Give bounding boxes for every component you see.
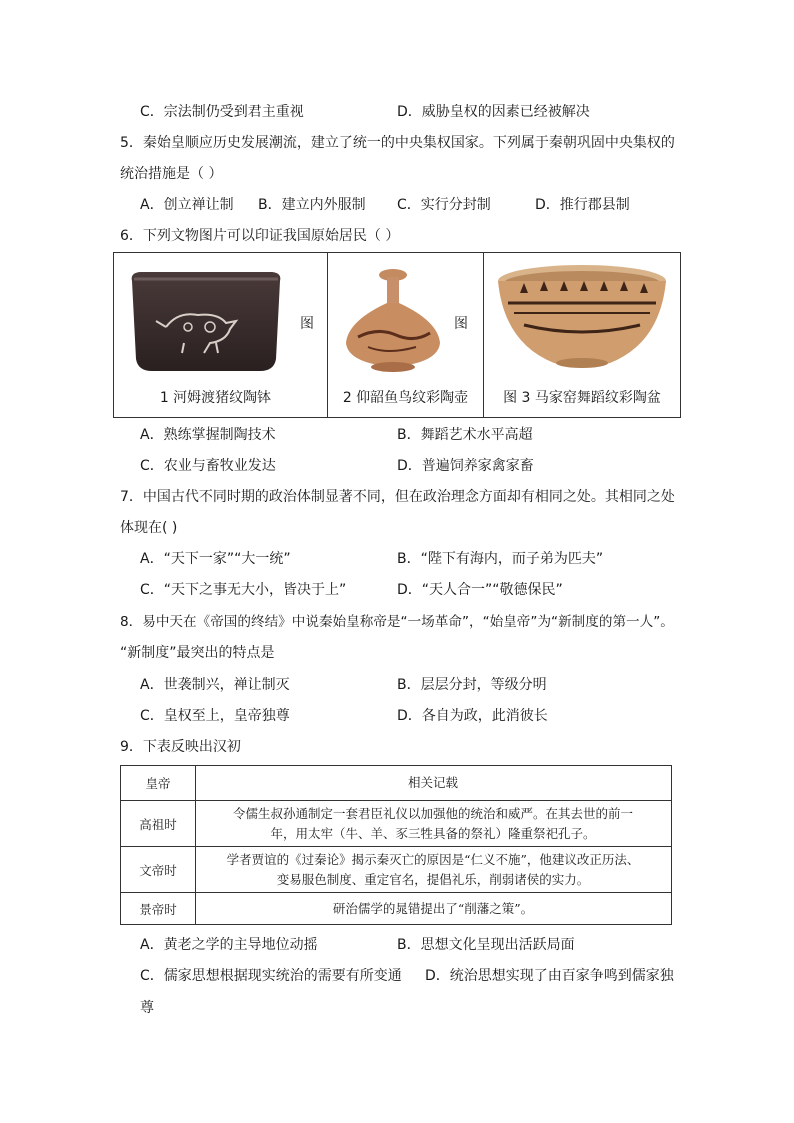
q9-option-d-line1: D．统治思想实现了由百家争鸣到儒家独 xyxy=(425,968,674,984)
table-cell-record xyxy=(195,801,671,846)
q4-option-d: D．威胁皇权的因素已经被解决 xyxy=(397,104,590,120)
q5-option-c: C．实行分封制 xyxy=(397,197,491,213)
q5-option-a: A．创立禅让制 xyxy=(140,197,234,213)
q8-option-d: D．各自为政，此消彼长 xyxy=(397,708,548,724)
q7-option-a: A．“天下一家”“大一统” xyxy=(140,551,291,567)
q6-option-c: C．农业与畜牧业发达 xyxy=(140,458,276,474)
table-cell-record xyxy=(195,847,671,892)
table-row xyxy=(121,801,671,847)
q9-option-c: C．儒家思想根据现实统治的需要有所变通 xyxy=(140,968,402,984)
artifact-cell-3 xyxy=(484,253,680,417)
table-cell-emperor: 高祖时 xyxy=(121,801,196,846)
table-row xyxy=(121,893,671,924)
q6-option-b: B．舞蹈艺术水平高超 xyxy=(397,427,533,443)
table-header-row xyxy=(121,766,671,801)
q7-stem-line1: 7．中国古代不同时期的政治体制显著不同，但在政治理念方面却有相同之处。其相同之处 xyxy=(120,489,675,505)
q6-option-a: A．熟练掌握制陶技术 xyxy=(140,427,276,443)
q7-option-c: C．“天下之事无大小，皆决于上” xyxy=(140,582,347,598)
artifact-cell-2 xyxy=(328,253,484,417)
record-line: 变易服色制度、重定官名，提倡礼乐，削弱诸侯的实力。 xyxy=(276,871,590,887)
figure-label-1: 图 xyxy=(300,316,314,332)
table-cell-emperor: 景帝时 xyxy=(121,893,196,924)
q8-stem-line2: “新制度”最突出的特点是 xyxy=(120,645,275,661)
history-record-table xyxy=(120,765,672,925)
q8-option-c: C．皇权至上，皇帝独尊 xyxy=(140,708,290,724)
table-cell-record: 研治儒学的晁错提出了“削藩之策”。 xyxy=(332,900,534,916)
q4-option-c: C．宗法制仍受到君主重视 xyxy=(140,104,304,120)
artifact-caption-2: 2 仰韶鱼鸟纹彩陶壶 xyxy=(342,390,469,406)
q8-option-a: A．世袭制兴，禅让制灭 xyxy=(140,677,290,693)
artifact-caption-3: 图 3 马家窑舞蹈纹彩陶盆 xyxy=(503,390,661,406)
table-header-emperor: 皇帝 xyxy=(121,766,196,800)
q6-stem: 6．下列文物图片可以印证我国原始居民（ ） xyxy=(120,228,400,244)
q7-option-d: D．“天人合一”“敬德保民” xyxy=(397,582,563,598)
artifact-caption-1: 1 河姆渡猪纹陶钵 xyxy=(159,390,272,406)
q5-option-b: B．建立内外服制 xyxy=(258,197,366,213)
q9-option-a: A．黄老之学的主导地位动摇 xyxy=(140,937,318,953)
q7-option-b: B．“陛下有海内，而子弟为匹夫” xyxy=(397,551,604,567)
q5-stem-line2: 统治措施是（ ） xyxy=(120,166,223,182)
table-cell-emperor: 文帝时 xyxy=(121,847,196,892)
artifact-cell-1 xyxy=(114,253,328,417)
q5-option-d: D．推行郡县制 xyxy=(535,197,630,213)
artifact-image-table xyxy=(113,252,681,418)
record-line: 年，用太牢（牛、羊、豕三牲具备的祭礼）隆重祭祀孔子。 xyxy=(270,825,596,841)
table-header-record: 相关记载 xyxy=(407,775,458,790)
dance-pattern-basin-image xyxy=(494,263,670,375)
q8-option-b: B．层层分封，等级分明 xyxy=(397,677,547,693)
record-line: 令儒生叔孙通制定一套君臣礼仪以加强他的统治和威严。在其去世的前一 xyxy=(232,805,633,821)
q9-option-b: B．思想文化呈现出活跃局面 xyxy=(397,937,575,953)
q6-option-d: D．普遍饲养家禽家畜 xyxy=(397,458,534,474)
fish-bird-pot-image xyxy=(338,263,448,383)
table-row xyxy=(121,847,671,893)
q8-stem-line1: 8．易中天在《帝国的终结》中说秦始皇称帝是“一场革命”，“始皇帝”为“新制度的第一人”。 xyxy=(120,614,674,630)
record-line: 学者贾谊的《过秦论》揭示秦灭亡的原因是“仁义不施”，他建议改正历法、 xyxy=(226,851,640,867)
pig-pattern-bowl-image xyxy=(126,267,286,377)
q9-stem: 9．下表反映出汉初 xyxy=(120,739,241,755)
q9-option-d-line2: 尊 xyxy=(140,1000,154,1016)
q5-stem-line1: 5．秦始皇顺应历史发展潮流，建立了统一的中央集权国家。下列属于秦朝巩固中央集权的 xyxy=(120,135,675,151)
q7-stem-line2: 体现在( ) xyxy=(120,520,178,536)
figure-label-2: 图 xyxy=(454,316,468,332)
